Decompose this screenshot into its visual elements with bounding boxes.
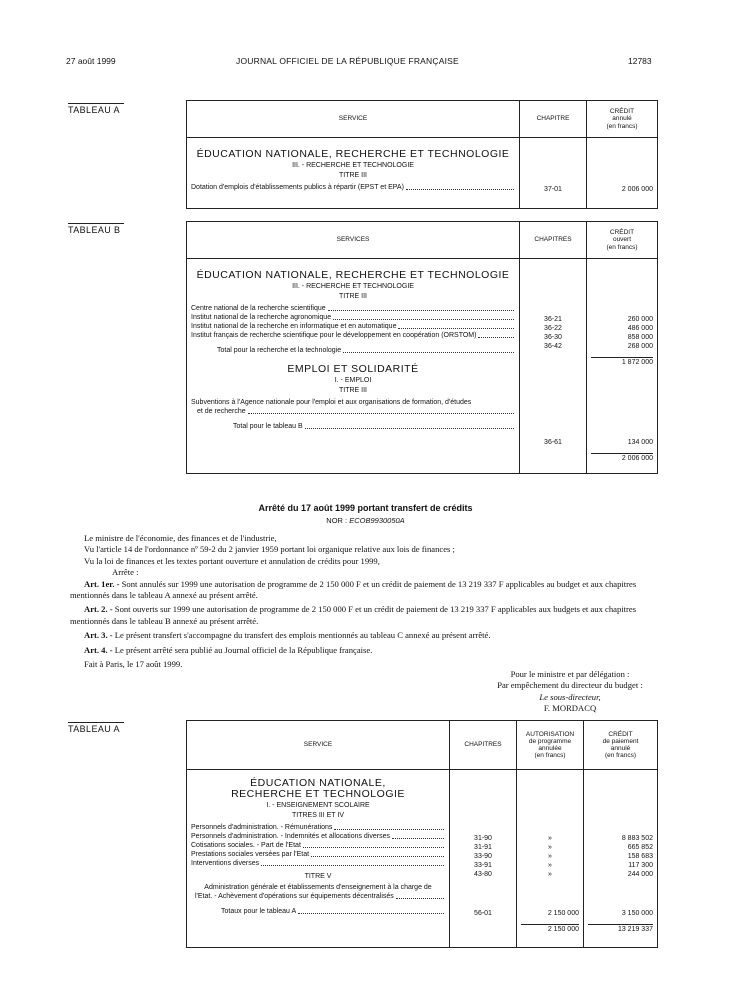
table-label: TABLEAU B — [68, 225, 121, 235]
total-row: Totaux pour le tableau A — [191, 907, 445, 916]
autorisation-cell: » — [548, 835, 552, 842]
arrete-body: Le ministre de l'économie, des finances et de l'industrie, Vu l'article 14 de l'ordonnance nº 59-2 du 2 janvier 1959 portant loi organique relative aux lois de finances ; Vu la loi de finances et les textes portant ouverture et annulation de crédits pour 1999, Arrête : Art. 1er. - Sont annulés sur 1999 une autorisation de programme de 2 150 000 F et un crédit de paiement de 13 219 337 F applicables au budget et aux chapitres mentionnés dans le tableau A annexé au présent arrêté. Art. 2. - Sont ouverts sur 1999 une autorisation de programme de 2 150 000 F et un crédit de paiement de 13 219 337 F applicables aux budgets et aux chapitres mentionnés dans le tableau B annexé au présent arrêté. Art. 3. - Le présent transfert s'accompagne du transfert des emplois mentionnés au tableau C annexé au présent arrêté. Art. 4. - Le présent arrêté sera publié au Journal officiel de la République française. Fait à Paris, le 17 août 1999. — [70, 533, 637, 670]
table-label: TABLEAU A — [68, 724, 120, 734]
table-row: Subventions à l'Agence nationale pour l'emploi et aux organisations de formation, d'études et de recherche — [191, 398, 515, 416]
titre-label: TITRE III — [339, 387, 367, 394]
total-cell: 2 150 000 — [521, 924, 579, 934]
table-row: Institut national de la recherche agronomique — [191, 313, 515, 322]
autorisation-cell: » — [548, 871, 552, 878]
titre-label: TITRE V — [304, 873, 332, 880]
credit-cell: 665 852 — [627, 844, 653, 851]
col-chapitres: CHAPITRES — [450, 721, 517, 770]
section-title: I. - EMPLOI — [334, 377, 372, 384]
header-journal: JOURNAL OFFICIEL DE LA RÉPUBLIQUE FRANÇAISE — [236, 56, 459, 66]
total-row: Total pour la recherche et la technologie — [191, 346, 515, 355]
titre-label: TITRE III — [339, 293, 367, 300]
chapitre-cell: 31-91 — [474, 844, 492, 851]
titre-label: TITRE III — [339, 172, 367, 179]
ministry-title: ÉDUCATION NATIONALE, RECHERCHE ET TECHNOLOGIE — [196, 148, 510, 160]
col-autorisation: AUTORISATION de programme annulée (en francs) — [517, 721, 584, 770]
credit-cell: 117 300 — [628, 862, 653, 869]
credit-cell: 158 683 — [627, 853, 653, 860]
autorisation-cell: » — [548, 844, 552, 851]
credit-cell: 244 000 — [627, 871, 653, 878]
credit-cell: 260 000 — [627, 316, 653, 323]
table-a-credits — [186, 100, 658, 209]
rule — [68, 223, 124, 224]
signature-block: Pour le ministre et par délégation : Par empêchement du directeur du budget : Le sous-directeur, F. MORDACQ — [497, 669, 643, 714]
chapitre-cell: 36-30 — [544, 334, 562, 341]
chapitre-cell: 43-80 — [474, 871, 492, 878]
credit-cell: 268 000 — [627, 343, 653, 350]
chapitre-cell: 37-01 — [544, 186, 562, 193]
chapitre-cell: 36-22 — [544, 325, 562, 332]
table-a-autorisations — [186, 720, 658, 948]
autorisation-cell: » — [548, 853, 552, 860]
credit-cell: 134 000 — [627, 439, 653, 446]
table-row: Administration générale et établissements d'enseignement à la charge de l'Etat. - Achèvement d'opérations sur équipements décentralisés — [191, 883, 445, 901]
col-credit: CRÉDIT de paiement annulé (en francs) — [584, 721, 658, 770]
table-row: Institut français de recherche scientifique pour le développement en coopération (ORSTOM) — [191, 331, 515, 340]
rule — [68, 722, 124, 723]
col-chapitre: CHAPITRE — [520, 101, 587, 138]
table-b-credits — [186, 221, 658, 474]
chapitre-cell: 56-01 — [474, 910, 492, 917]
autorisation-cell: 2 150 000 — [547, 910, 579, 917]
credit-cell: 3 150 000 — [621, 910, 653, 917]
ministry-title: EMPLOI ET SOLIDARITÉ — [287, 363, 419, 375]
chapitre-cell: 36-61 — [544, 439, 562, 446]
table-row: Cotisations sociales. - Part de l'Etat — [191, 841, 445, 850]
credit-cell: 858 000 — [627, 334, 653, 341]
arrete-title: Arrêté du 17 août 1999 portant transfert de crédits — [258, 503, 473, 513]
table-row: Centre national de la recherche scientifique — [191, 304, 515, 313]
col-service: SERVICE — [187, 101, 520, 138]
table-label: TABLEAU A — [68, 105, 120, 115]
chapitre-cell: 33-91 — [474, 862, 492, 869]
ministry-title: ÉDUCATION NATIONALE, RECHERCHE ET TECHNOLOGIE — [231, 777, 405, 800]
chapitre-cell: 31-90 — [474, 835, 492, 842]
col-service: SERVICE — [187, 721, 450, 770]
col-services: SERVICES — [187, 222, 520, 259]
ministry-title: ÉDUCATION NATIONALE, RECHERCHE ET TECHNOLOGIE — [196, 269, 510, 281]
rule — [68, 103, 124, 104]
header-date: 27 août 1999 — [66, 56, 116, 66]
table-row: Interventions diverses — [191, 859, 445, 868]
col-chapitres: CHAPITRES — [520, 222, 587, 259]
table-row: Dotation d'emplois d'établissements publics à répartir (EPST et EPA) — [191, 183, 515, 192]
nor-reference: NOR : ECOB9930050A — [326, 516, 405, 525]
col-credit: CRÉDIT ouvert (en francs) — [587, 222, 658, 259]
section-title: III. - RECHERCHE ET TECHNOLOGIE — [292, 162, 414, 169]
chapitre-cell: 36-42 — [544, 343, 562, 350]
col-credit: CRÉDIT annulé (en francs) — [587, 101, 658, 138]
chapitre-cell: 36-21 — [544, 316, 562, 323]
chapitre-cell: 33-90 — [474, 853, 492, 860]
credit-cell: 2 006 000 — [621, 186, 653, 193]
section-title: I. - ENSEIGNEMENT SCOLAIRE — [266, 802, 370, 809]
table-row: Prestations sociales versées par l'Etat — [191, 850, 445, 859]
autorisation-cell: » — [548, 862, 552, 869]
header-page: 12783 — [628, 56, 652, 66]
total-row: Total pour le tableau B — [191, 422, 515, 431]
credit-cell: 8 883 502 — [621, 835, 653, 842]
total-cell: 1 872 000 — [591, 357, 653, 367]
titre-label: TITRES III ET IV — [292, 812, 344, 819]
table-row: Institut national de la recherche en informatique et en automatique — [191, 322, 515, 331]
total-cell: 2 006 000 — [591, 453, 653, 463]
credit-cell: 486 000 — [627, 325, 653, 332]
section-title: III. - RECHERCHE ET TECHNOLOGIE — [292, 283, 414, 290]
table-row: Personnels d'administration. - Rémunérations — [191, 823, 445, 832]
table-row: Personnels d'administration. - Indemnités et allocations diverses — [191, 832, 445, 841]
total-cell: 13 219 337 — [588, 924, 653, 934]
